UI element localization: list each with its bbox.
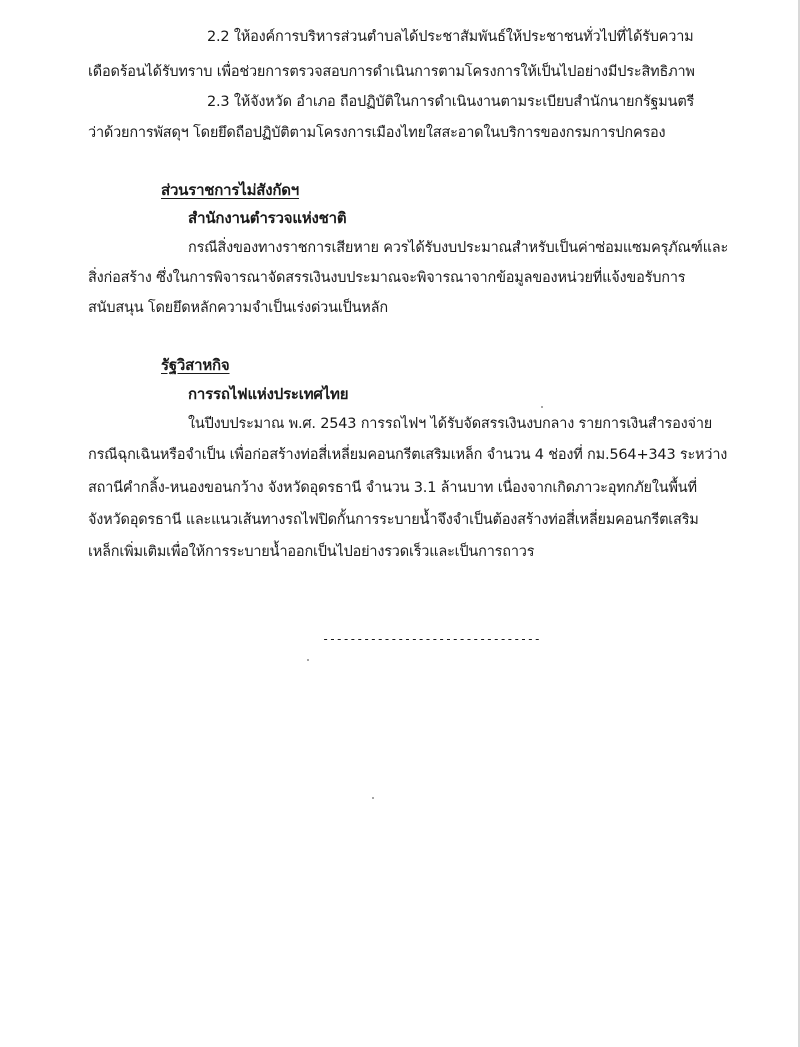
police-paragraph-line-3: สนับสนุน โดยยึดหลักความจำเป็นเร่งด่วนเป็นหลัก: [88, 300, 388, 316]
scan-speck: [307, 659, 309, 661]
railway-paragraph-line-4: จังหวัดอุดรธานี และแนวเส้นทางรถไฟปิดกั้นการระบายน้ำจึงจำเป็นต้องสร้างท่อสี่เหลี่ยมคอนกรีตเสริม: [88, 512, 699, 528]
police-paragraph-line-1: กรณีสิ่งของทางราชการเสียหาย ควรได้รับงบประมาณสำหรับเป็นค่าซ่อมแซมครุภัณฑ์และ: [188, 240, 729, 256]
railway-paragraph-line-5: เหล็กเพิ่มเติมเพื่อให้การระบายน้ำออกเป็นไปอย่างรวดเร็วและเป็นการถาวร: [88, 544, 535, 560]
item-2-3-line-1: 2.3 ให้จังหวัด อำเภอ ถือปฏิบัติในการดำเนินงานตามระเบียบสำนักนายกรัฐมนตรี: [207, 94, 695, 110]
subheading-police: สำนักงานตำรวจแห่งชาติ: [188, 209, 347, 227]
item-2-2-line-1: 2.2 ให้องค์การบริหารส่วนตำบลได้ประชาสัมพันธ์ให้ประชาชนทั่วไปที่ได้รับความ: [207, 29, 694, 45]
scan-speck: [541, 406, 543, 408]
railway-paragraph-line-2: กรณีฉุกเฉินหรือจำเป็น เพื่อก่อสร้างท่อสี่เหลี่ยมคอนกรีตเสริมเหล็ก จำนวน 4 ช่องที่ กม.564+343 ระหว่าง: [88, 447, 728, 463]
end-divider: --------------------------------: [322, 632, 541, 646]
police-paragraph-line-2: สิ่งก่อสร้าง ซึ่งในการพิจารณาจัดสรรเงินงบประมาณจะพิจารณาจากข้อมูลของหน่วยที่แจ้งขอรับการ: [88, 270, 686, 286]
subheading-railway: การรถไฟแห่งประเทศไทย: [188, 385, 349, 403]
railway-paragraph-line-3: สถานีคำกลิ้ง-หนองขอนกว้าง จังหวัดอุดรธานี จำนวน 3.1 ล้านบาท เนื่องจากเกิดภาวะอุทกภัยในพื้นที่: [88, 480, 697, 496]
item-2-2-line-2: เดือดร้อนได้รับทราบ เพื่อช่วยการตรวจสอบการดำเนินการตามโครงการให้เป็นไปอย่างมีประสิทธิภาพ: [88, 64, 695, 80]
item-2-3-line-2: ว่าด้วยการพัสดุฯ โดยยึดถือปฏิบัติตามโครงการเมืองไทยใสสะอาดในบริการของกรมการปกครอง: [88, 125, 666, 141]
railway-paragraph-line-1: ในปีงบประมาณ พ.ศ. 2543 การรถไฟฯ ได้รับจัดสรรเงินงบกลาง รายการเงินสำรองจ่าย: [188, 416, 713, 432]
scan-speck: [372, 797, 374, 799]
section-heading-state-enterprise: รัฐวิสาหกิจ: [161, 356, 230, 374]
section-heading-independent-agencies: ส่วนราชการไม่สังกัดฯ: [161, 181, 300, 199]
